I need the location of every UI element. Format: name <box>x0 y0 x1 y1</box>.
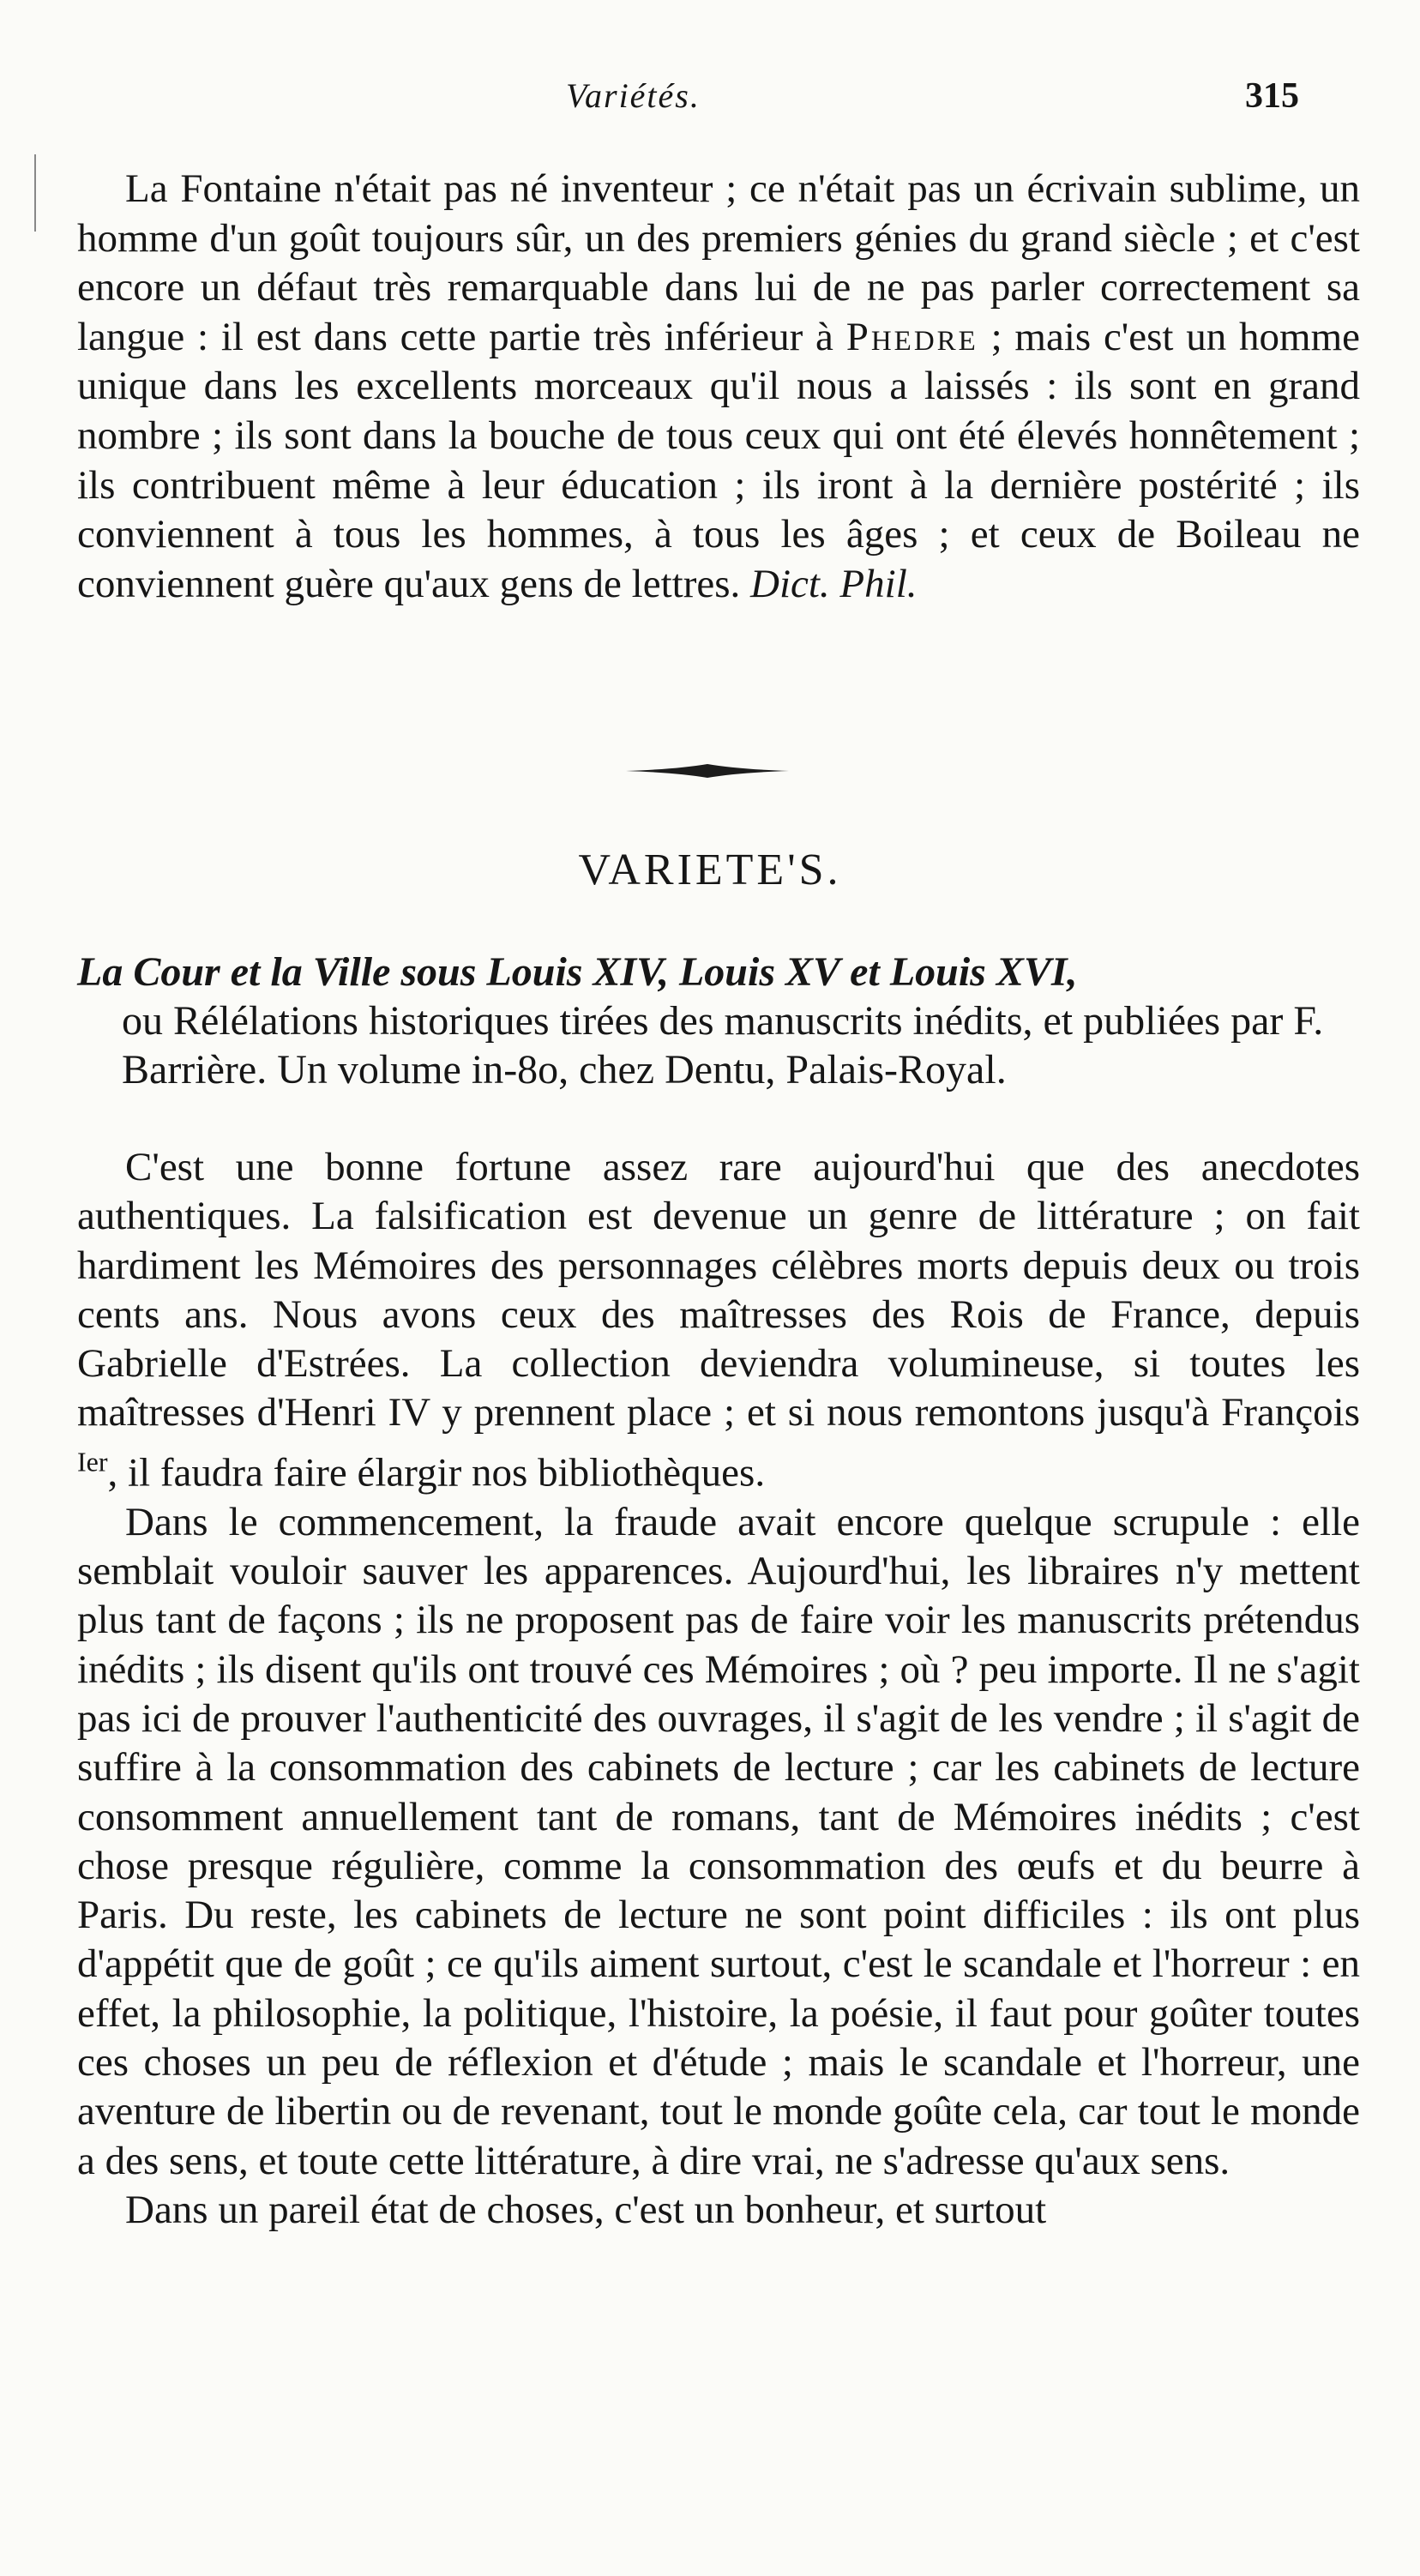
intro-text: La Fontaine n'était pas né inventeur ; ce n'était pas un écrivain sublime, un homme d'un goût toujours sûr, un des premiers génies du grand siècle ; et c'est encore un défaut très remarquable dans lui de ne pas parler correctement sa langue : il est dans cette partie très inférieur à Phedre ; mais c'est un homme unique dans les excellents morceaux qu'il nous a laissés : ils sont en grand nombre ; ils sont dans la bouche de tous ceux qui ont été élevés honnêtement ; ils contribuent même à leur éducation ; ils iront à la dernière postérité ; ils conviennent à tous les hommes, à tous les âges ; et ceux de Boileau ne conviennent guère qu'aux gens de lettres. Dict. Phil. <box>77 166 1360 606</box>
ordinal: Ier <box>77 1446 108 1478</box>
review-paragraph-2: Dans le commencement, la fraude avait encore quelque scrupule : elle semblait vouloir sauver les apparences. Aujourd'hui, les libraires n'y mettent plus tant de façons ; ils ne proposent pas de faire voir les manuscrits prétendus inédits ; ils disent qu'ils ont trouvé ces Mémoires ; où ? peu importe. Il ne s'agit pas ici de prouver l'authenticité des ouvrages, il s'agit de les vendre ; il s'agit de suffire à la consommation des cabinets de lecture ; car les cabinets de lecture consomment annuellement tant de romans, tant de Mémoires inédits ; c'est chose presque régulière, comme la consommation des œufs et du beurre à Paris. Du reste, les cabinets de lecture ne sont point difficiles : ils ont plus d'appétit que de goût ; ce qu'ils aiment surtout, c'est le scandale et l'horreur : en effet, la philosophie, la politique, l'histoire, la poésie, il faut pour goûter toutes ces choses un peu de réflexion et d'étude ; mais le scandale et l'horreur, une aventure de libertin ou de revenant, tout le monde goûte cela, car tout le monde a des sens, et toute cette littérature, à dire vrai, ne s'adresse qu'aux sens. <box>77 1499 1360 2183</box>
margin-mark <box>34 154 36 232</box>
book-entry <box>77 948 1360 1094</box>
book-details: ou Rélélations historiques tirées des manuscrits inédits, et publiées par F. Barrière. Un volume in-8o, chez Dentu, Palais-Royal. <box>122 998 1324 1092</box>
review-paragraph-1: C'est une bonne fortune assez rare aujourd'hui que des anecdotes authentiques. La falsification est devenue un genre de littérature ; on fait hardiment les Mémoires des personnages célèbres morts depuis deux ou trois cents ans. Nous avons ceux des maîtresses des Rois de France, depuis Gabrielle d'Estrées. La collection deviendra volumineuse, si toutes les maîtresses d'Henri IV y prennent place ; et si nous remontons jusqu'à François $^{Ier}$, il faudra faire élargir nos bibliothèques. <box>77 1145 1360 1496</box>
source-citation: Dict. Phil. <box>750 561 918 606</box>
review-body <box>77 1143 1360 2235</box>
book-title: La Cour et la Ville sous Louis XIV, Louis XV et Louis XVI, <box>77 949 1078 995</box>
review-paragraph-3: Dans un pareil état de choses, c'est un bonheur, et surtout <box>125 2187 1047 2232</box>
page-header <box>0 75 1420 127</box>
section-divider <box>626 761 789 780</box>
section-title: VARIETE'S. <box>578 846 842 894</box>
intro-paragraph <box>77 165 1360 609</box>
page-number: 315 <box>1245 76 1299 116</box>
author-name: Phedre <box>845 314 978 359</box>
running-head: Variétés. <box>566 76 701 115</box>
